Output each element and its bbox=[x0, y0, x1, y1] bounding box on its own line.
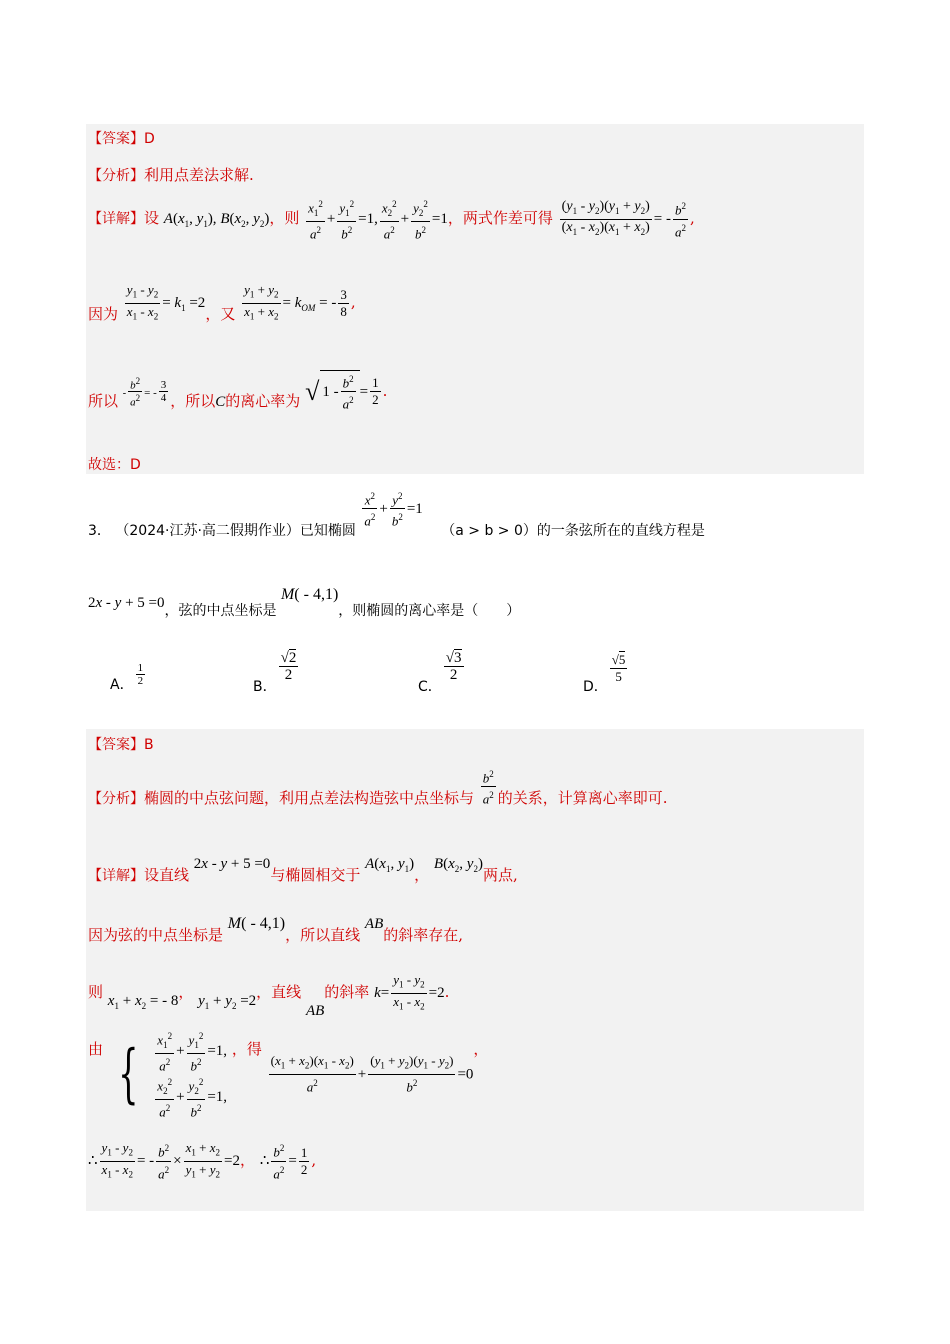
sol3-then: 则 $x_1 + x_2$ = - 8， $y_1 + y_2 =2$，直线 AB的斜率 k= $\frac{y_1 - y_2}{x_1 - x_2}$ =2. bbox=[88, 972, 450, 1020]
sol3-therefore: ∴ $\frac{y_1 - y_2}{x_1 - x_2}$ = - $\frac{b^2}{a^2}$ × $\frac{x_1 + x_2}{y_1 + y_2}$ =2， ∴ $\frac{b^2}{a^2}$ = $\frac{1}{2}$ , bbox=[88, 1140, 317, 1181]
sol2-detail: 【详解】设 $A(x_1$, $y_1$), $B(x_2$, $y_2$)，则 $\frac{x_1^2}{a^2}$ + $\frac{y_1^2}{b^2}$ =1, $\frac{x_2^2}{a^2}$ + $\frac{y_2^2}{b^2}$ =1，两式作差可得 $\frac{(y_1 - y_2)(y_1 + y_2)}{(x_1 - x_2)(x_1 + x_2)}$ = - $\frac{b^2}{a^2}$ , bbox=[88, 196, 695, 242]
sol3-because: 因为弦的中点坐标是 M( - 4,1)，所以直线 AB的斜率存在, bbox=[88, 915, 464, 944]
sol2-choose: 故选：D bbox=[88, 457, 141, 473]
sol2-so: 所以 - $\frac{b^2}{a^2}$ = - $\frac{3}{4}$ ，所以C的离心率为 √ 1 - $\frac{b^2}{a^2}$ = $\frac{1}{2}$ . bbox=[88, 370, 387, 413]
option-b[interactable]: B． $\frac{√2}{2}$ bbox=[253, 650, 297, 695]
sol3-detail: 【详解】设直线 2x - y + 5 =0与椭圆相交于 $A(x_1$, $y_1$)， $B(x_2$, $y_2$)两点, bbox=[88, 856, 518, 884]
sol3-analysis: 【分析】椭圆的中点弦问题，利用点差法构造弦中点坐标与 $\frac{b^2}{a^2}$ 的关系，计算离心率即可. bbox=[88, 766, 668, 808]
sol2-answer: 【答案】D bbox=[88, 131, 155, 147]
sol3-answer: 【答案】B bbox=[88, 737, 154, 753]
q3-stem-line2: 2x - y + 5 =0，弦的中点坐标是 M( - 4,1)，则椭圆的离心率是（ ） bbox=[88, 586, 521, 619]
option-d[interactable]: D． $\frac{√5}{5}$ bbox=[583, 652, 626, 695]
sol3-system: 由 { $\frac{x_1^2}{a^2}$ + $\frac{y_1^2}{b^2}$ =1, $\frac{x_2^2}{a^2}$ + $\frac{y_2^2}{b^2}$ =1, ，得 $\frac{(x_1 + x_2)(x_1 - x_2)}{a^2}$ + $\frac{(y_1 + y_2)(y_1 - y_2)}{b^2}$ =0， bbox=[88, 1028, 488, 1121]
sol2-because: 因为 $\frac{y_1 - y_2}{x_1 - x_2}$ = $k_1 =2$，又 $\frac{y_1 + y_2}{x_1 + x_2}$ = $k_{OM}$ = - $\frac{3}{8}$ , bbox=[88, 282, 356, 324]
q3-stem-line1: 3． （2024·江苏·高二假期作业）已知椭圆 $\frac{x^2}{a^2}$ + $\frac{y^2}{b^2}$ =1 （a > b > 0）的一条弦所在的直线方程是 bbox=[88, 488, 705, 530]
option-a[interactable]: A． $\frac{1}{2}$ bbox=[110, 662, 144, 693]
option-c[interactable]: C． $\frac{√3}{2}$ bbox=[418, 650, 462, 695]
sol2-analysis: 【分析】利用点差法求解. bbox=[88, 166, 254, 184]
